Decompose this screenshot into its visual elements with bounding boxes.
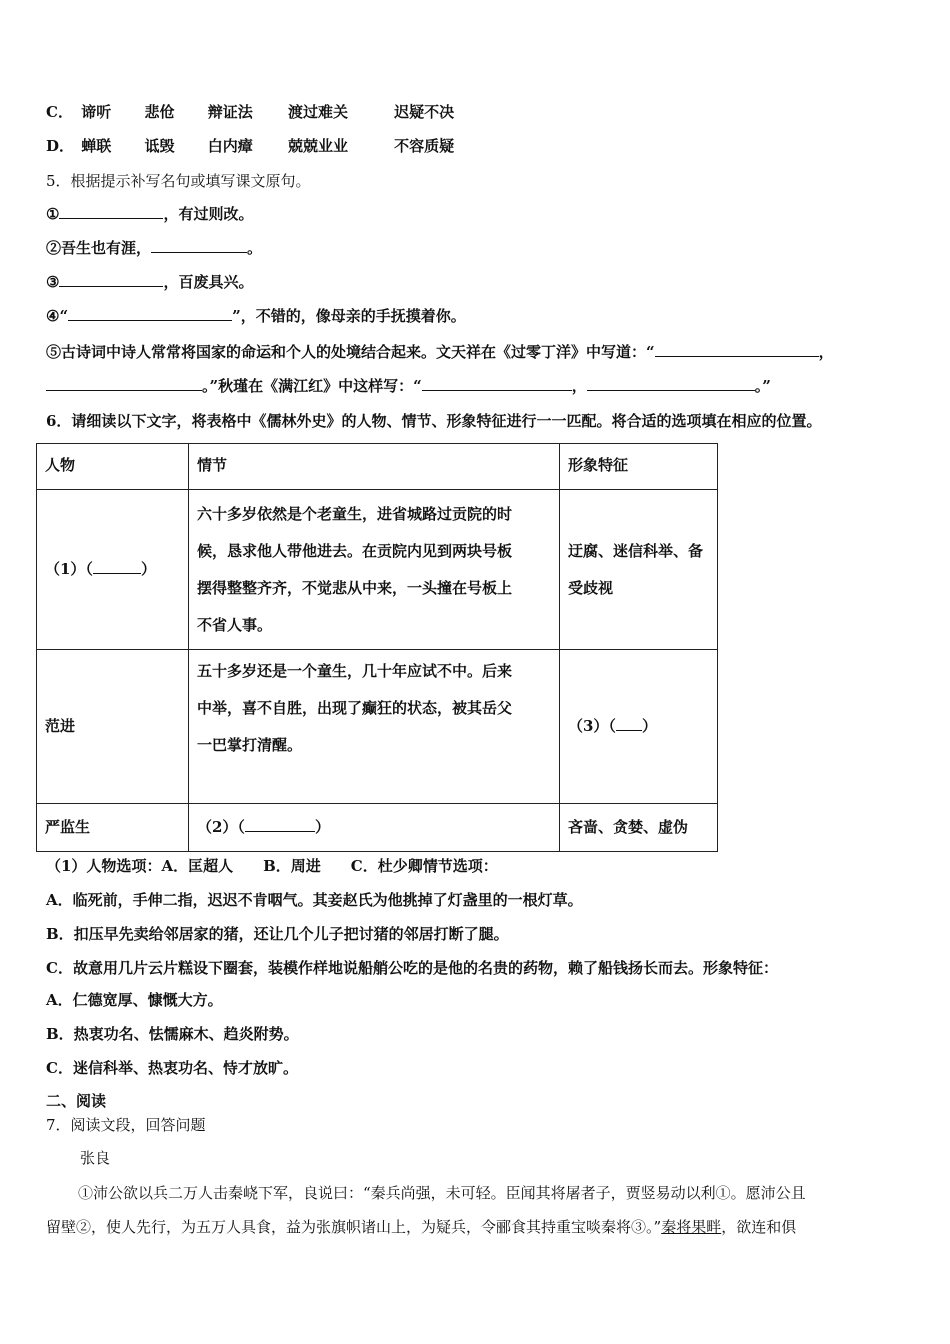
plot-line: 候，恳求他人带他进去。在贡院内见到两块号板 [197, 541, 513, 560]
q5-item-5-comma: ， [818, 343, 834, 361]
plot-line: 一巴掌打清醒。 [197, 736, 303, 754]
q5-item-4-open: ④“ [46, 307, 69, 325]
q4-option-d-item: 兢兢业业 [287, 137, 348, 155]
passage-line [46, 1217, 796, 1237]
person-blank-open: （1）（ [45, 560, 93, 578]
passage-text: 留壁②，使人先行，为五万人具食，益为张旗帜诸山上，为疑兵，令郦食其持重宝啖秦将③。” [46, 1218, 662, 1236]
trait-line: 受歧视 [568, 578, 614, 597]
answer-blank[interactable] [616, 716, 642, 731]
table-cell-plot [189, 490, 560, 650]
person-blank-close: ） [140, 560, 156, 578]
plot-blank-close: ） [314, 818, 330, 836]
q5-item-4-text: ”，不错的，像母亲的手抚摸着你。 [232, 307, 466, 325]
q5-item-2-text: ②吾生也有涯， [46, 239, 152, 257]
table-header-person: 人物 [37, 444, 189, 490]
trait-option-c: C．迷信科举、热衷功名、恃才放旷。 [46, 1059, 298, 1077]
plot-blank-open: （2）（ [197, 818, 245, 836]
q5-item-1 [46, 204, 253, 224]
plot-option-c: C．故意用几片云片糕设下圈套，装模作样地说船艄公吃的是他的名贵的药物，赖了船钱扬长而去。形象特征： [46, 959, 778, 977]
person-options: （1）人物选项：A．匡超人 B．周进 C．杜少卿情节选项： [46, 857, 498, 875]
q4-option-d [46, 136, 454, 156]
q5-item-3 [46, 272, 253, 292]
table-header-trait: 形象特征 [560, 444, 718, 490]
answer-blank[interactable] [245, 817, 315, 832]
answer-blank[interactable] [655, 342, 819, 357]
answer-blank[interactable] [46, 376, 202, 391]
q4-option-c-item: 悲伧 [144, 103, 175, 121]
table-cell-plot [189, 804, 560, 852]
answer-blank[interactable] [59, 272, 163, 287]
q4-option-d-item: 诋毁 [144, 137, 175, 155]
q5-item-5-end: 。” [754, 377, 771, 395]
trait-blank-close: ） [641, 717, 657, 735]
table-cell-person [37, 490, 189, 650]
section-title: 二、阅读 [46, 1092, 107, 1110]
q4-option-d-item: 不容质疑 [394, 137, 455, 155]
q4-option-d-label: D． [46, 137, 75, 155]
passage-line: ①沛公欲以兵二万人击秦峣下军，良说曰：“秦兵尚强，未可轻。臣闻其将屠者子，贾竖易动以利①。愿沛公且 [78, 1184, 806, 1202]
plot-line: 六十多岁依然是个老童生，进省城路过贡院的时 [197, 504, 513, 523]
q5-item-5-comma2: ， [571, 377, 587, 395]
trait-line: 迂腐、迷信科举、备 [568, 541, 704, 560]
answer-blank[interactable] [587, 376, 755, 391]
q5-item-2-end: 。 [247, 239, 263, 257]
q4-option-c-item: 渡过难关 [287, 103, 348, 121]
plot-option-b: B．扣压早先卖给邻居家的猪，还让几个儿子把讨猪的邻居打断了腿。 [46, 925, 509, 943]
answer-blank[interactable] [68, 306, 232, 321]
q5-item-5 [46, 342, 834, 362]
q4-option-c-label: C． [46, 103, 73, 121]
q4-option-c-item: 谛听 [81, 103, 112, 121]
table-cell-person: 严监生 [37, 804, 189, 852]
q5-item-1-num: ① [46, 205, 60, 223]
plot-line: 中举，喜不自胜，出现了癫狂的状态，被其岳父 [197, 699, 513, 717]
trait-option-b: B．热衷功名、怯懦麻木、趋炎附势。 [46, 1025, 299, 1043]
answer-blank[interactable] [59, 204, 163, 219]
q5-item-3-num: ③ [46, 273, 60, 291]
q4-option-c [46, 102, 454, 122]
table-cell-trait [560, 650, 718, 804]
q6-stem: 6．请细读以下文字，将表格中《儒林外史》的人物、情节、形象特征进行一一匹配。将合适的选项填在相应的位置。 [46, 412, 822, 430]
table-cell-person: 范进 [37, 650, 189, 804]
table-cell-plot [189, 650, 560, 804]
plot-line: 五十多岁还是一个童生，几十年应试不中。后来 [197, 662, 513, 680]
matching-table [36, 443, 718, 852]
trait-blank-open: （3）（ [568, 717, 616, 735]
q5-item-2 [46, 238, 262, 258]
table-header-plot: 情节 [189, 444, 560, 490]
plot-line: 不省人事。 [197, 615, 273, 634]
q7-stem: 7．阅读文段，回答问题 [46, 1116, 206, 1134]
answer-blank[interactable] [93, 559, 141, 574]
plot-option-a: A．临死前，手伸二指，迟迟不肯咽气。其妾赵氏为他挑掉了灯盏里的一根灯草。 [46, 891, 583, 909]
q4-option-d-item: 蝉联 [81, 137, 112, 155]
q4-option-c-item: 辩证法 [207, 103, 253, 121]
passage-title: 张良 [80, 1149, 111, 1167]
table-cell-trait [560, 490, 718, 650]
q5-item-5-cont [46, 376, 771, 396]
q5-item-4 [46, 306, 466, 326]
q5-item-1-text: ，有过则改。 [163, 205, 254, 223]
table-cell-trait: 吝啬、贪婪、虚伪 [560, 804, 718, 852]
trait-option-a: A．仁德宽厚、慷慨大方。 [46, 991, 223, 1009]
answer-blank[interactable] [151, 238, 247, 253]
passage-text: ，欲连和俱 [721, 1218, 797, 1236]
plot-line: 摆得整整齐齐，不觉悲从中来，一头撞在号板上 [197, 578, 513, 597]
q5-stem: 5．根据提示补写名句或填写课文原句。 [46, 172, 311, 190]
q4-option-c-item: 迟疑不决 [394, 103, 455, 121]
q5-item-5-text: ⑤古诗词中诗人常常将国家的命运和个人的处境结合起来。文天祥在《过零丁洋》中写道：“ [46, 343, 655, 361]
passage-underlined-text: 秦将果畔 [661, 1218, 722, 1236]
q5-item-3-text: ，百废具兴。 [163, 273, 254, 291]
q5-item-5-mid: 。”秋瑾在《满江红》中这样写：“ [202, 377, 422, 395]
answer-blank[interactable] [422, 376, 572, 391]
q4-option-d-item: 白内瘴 [207, 137, 253, 155]
